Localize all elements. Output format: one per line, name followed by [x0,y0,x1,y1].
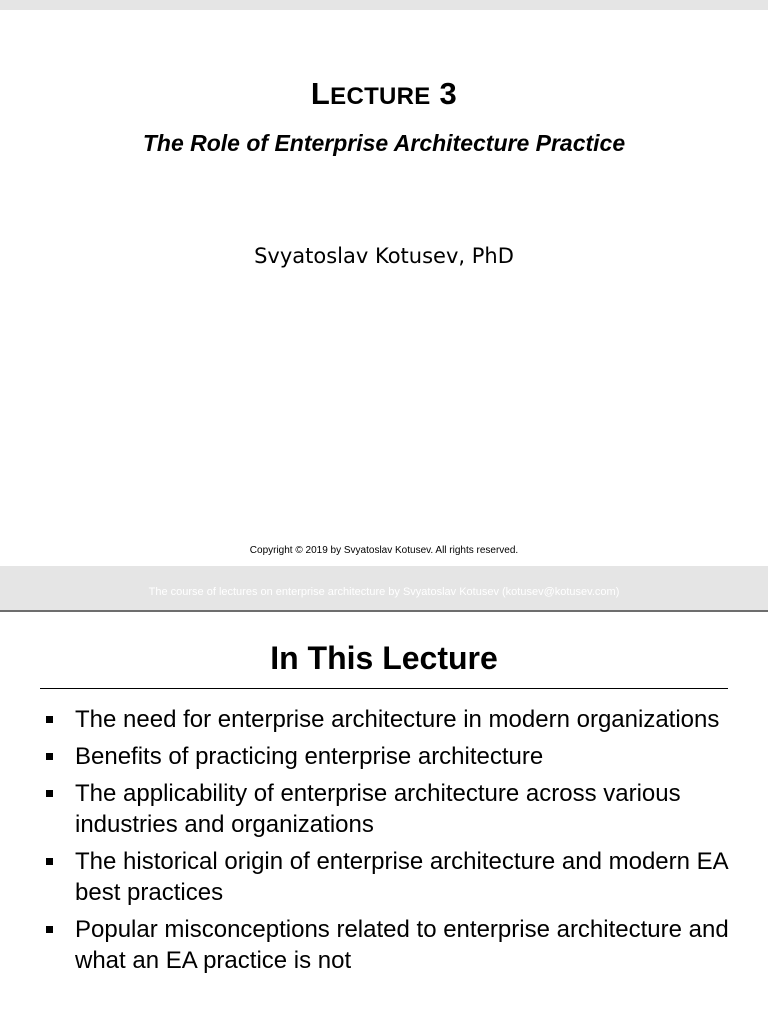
footer-text: The course of lectures on enterprise architecture by Svyatoslav Kotusev (kotusev@kotusev.com) [148,586,620,598]
square-bullet-icon [46,858,53,865]
bullet-item [40,846,740,908]
bullet-item [40,914,740,976]
bullet-text: The applicability of enterprise architecture across various industries and organizations [75,780,681,838]
slide-footer [0,566,768,610]
author-name: Svyatoslav Kotusev, PhD [254,244,514,268]
square-bullet-icon [46,790,53,797]
bullet-text: Benefits of practicing enterprise architecture [75,743,544,770]
bullet-item [40,741,740,772]
title-number: 3 [439,76,458,111]
title-initial: L [310,76,331,111]
bullet-text: The need for enterprise architecture in modern organizations [75,706,720,733]
copyright-notice: Copyright © 2019 by Svyatoslav Kotusev. All rights reserved. [249,545,519,556]
title-word: ECTURE [330,83,431,110]
lecture-title [0,76,768,112]
square-bullet-icon [46,753,53,760]
lecture-subtitle: The Role of Enterprise Architecture Practice [142,130,626,156]
bullet-text: The historical origin of enterprise architecture and modern EA best practices [75,848,728,906]
square-bullet-icon [46,716,53,723]
bullet-item [40,704,740,735]
slide-heading: In This Lecture [270,640,498,676]
bullet-item [40,778,740,840]
bullet-text: Popular misconceptions related to enterprise architecture and what an EA practice is not [75,916,729,974]
top-band [0,0,768,10]
title-slide [0,10,768,566]
heading-rule [40,688,728,689]
square-bullet-icon [46,926,53,933]
page-divider [0,610,768,612]
bullet-list [40,704,740,982]
